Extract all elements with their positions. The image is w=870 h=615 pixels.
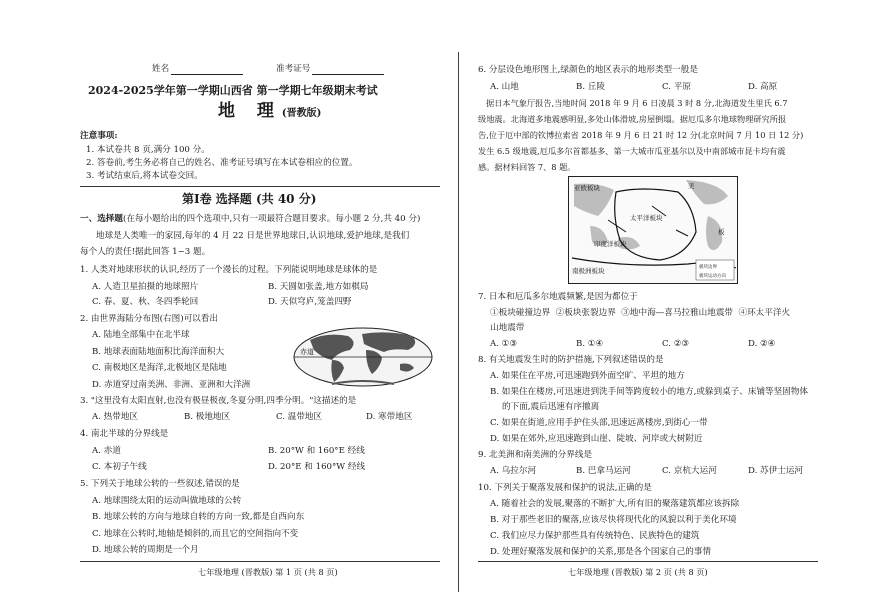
intro-line: 地球是人类唯一的家园,每年的 4 月 22 日是世界地球日,认识地球,爱护地球,是我们 [96, 231, 410, 241]
left-page [80, 0, 440, 615]
option[interactable]: D. 处理好聚落发展和保护的关系,那是各个国家自己的事情 [490, 547, 712, 557]
option[interactable]: A. 陆地全部集中在北半球 [92, 330, 190, 340]
instruction-rest: (在每小题给出的四个选项中,只有一项最符合题目要求。每小题 2 分,共 40 分) [122, 214, 421, 224]
page-footer: 七年级地理 (晋教版) 第 1 页 (共 8 页) [198, 567, 338, 577]
passage-line: 感。据材料回答 7、8 题。 [478, 162, 576, 172]
question-stem: 8. 有关地震发生时的防护措施,下列叙述错误的是 [478, 355, 664, 365]
option[interactable]: A. 随着社会的发展,聚落的不断扩大,所有旧的聚落建筑都应该拆除 [490, 499, 740, 509]
page-divider [458, 52, 459, 592]
statement [490, 308, 790, 319]
option[interactable]: C. 地球在公转时,地轴是倾斜的,而且它的空间指向不变 [92, 529, 299, 539]
option[interactable]: D. 苏伊士运河 [748, 466, 804, 476]
note-item: 1. 本试卷共 8 页,满分 100 分。 [86, 145, 210, 155]
option[interactable]: D. 地球公转的周期是一个月 [92, 545, 199, 555]
option[interactable]: B. 对于那些老旧的聚落,应该尽快将现代化的风貌以利于美化环境 [490, 515, 737, 525]
option[interactable]: A. 如果住在平房,可迅速跑到外面空旷、平坦的地方 [490, 371, 685, 381]
question-stem: 9. 北美洲和南美洲的分界线是 [478, 450, 593, 460]
option[interactable]: D. 20°E 和 160°W 经线 [268, 462, 366, 472]
option[interactable]: B. ①④ [576, 339, 604, 349]
option[interactable]: B. 天圆如张盖,地方如棋局 [268, 282, 369, 292]
option[interactable]: C. 温带地区 [276, 412, 323, 422]
note-item: 3. 考试结束后,将本试卷交回。 [86, 171, 203, 181]
option[interactable]: A. 热带地区 [92, 412, 139, 422]
name-blank[interactable] [171, 65, 243, 75]
passage-line: 发生 6.5 级地震,厄瓜多尔首都基多、第一大城市瓜亚基尔以及中南部城市昆卡均有震 [478, 146, 786, 156]
option[interactable]: A. 赤道 [92, 446, 121, 456]
option[interactable]: A. 地球围绕太阳的运动叫做地球的公转 [92, 496, 242, 506]
option[interactable]: A. 人造卫星拍摄的地球照片 [92, 282, 199, 292]
intro-line: 每个人的责任!据此回答 1~3 题。 [80, 247, 211, 257]
plate-label: 太平洋板块 [630, 214, 663, 222]
option[interactable]: C. 我们应尽力保护那些具有传统特色、民族特色的建筑 [490, 531, 700, 541]
name-label: 姓名 [152, 64, 170, 74]
option[interactable]: D. 如果在郊外,应迅速跑到山崖、陡坡、河岸或大树附近 [490, 434, 703, 444]
option[interactable]: C. 春、夏、秋、冬四季轮回 [92, 297, 199, 307]
option[interactable]: C. 如果在街道,应用手护住头部,迅速远离楼房,到街心一带 [490, 418, 708, 428]
page-footer: 七年级地理 (晋教版) 第 2 页 (共 8 页) [568, 567, 708, 577]
part1-instruction [80, 214, 420, 225]
subject-title [218, 101, 321, 122]
notes-heading: 注意事项: [80, 131, 118, 141]
option[interactable]: C. 京杭大运河 [662, 466, 717, 476]
option[interactable]: D. 天似穹庐,笼盖四野 [268, 297, 352, 307]
statement-item: ②板块张裂边界 [555, 308, 616, 318]
world-map-figure [292, 326, 434, 388]
statement-item: ③地中海—喜马拉雅山地震带 [621, 308, 734, 318]
option[interactable]: B. 地球表面陆地面积比海洋面积大 [92, 347, 225, 357]
subject-name: 地 理 [218, 101, 282, 121]
plate-label: 美 [688, 182, 695, 190]
note-item: 2. 答卷前,考生务必将自己的姓名、准考证号填写在本试卷相应的位置。 [86, 158, 358, 168]
question-stem: 7. 日本和厄瓜多尔地震频繁,是因为都位于 [478, 292, 638, 302]
edition-label: (晋教版) [281, 108, 322, 119]
option[interactable]: A. 乌拉尔河 [490, 466, 537, 476]
statement-cont: 山地震带 [490, 323, 525, 333]
option[interactable]: A. ①③ [490, 339, 518, 349]
ticket-field [276, 64, 384, 75]
equator-label: 赤道 [300, 348, 314, 356]
option-cont: 的下面,震后迅速有序撤离 [502, 402, 600, 412]
option[interactable]: B. 巴拿马运河 [576, 466, 631, 476]
legend-item: 板块边界 [699, 265, 717, 270]
option[interactable]: B. 极地地区 [184, 412, 231, 422]
statement-item: ①板块碰撞边界 [490, 308, 551, 318]
ticket-blank[interactable] [312, 65, 384, 75]
option[interactable]: D. 寒带地区 [366, 412, 413, 422]
option[interactable]: C. 平原 [662, 82, 691, 92]
option[interactable]: C. ②③ [662, 339, 690, 349]
right-page [478, 0, 818, 615]
instruction-lead: 一、选择题 [80, 214, 123, 224]
footer-rule [80, 561, 440, 562]
plate-label: 亚欧板块 [574, 184, 600, 192]
option[interactable]: B. 20°W 和 160°E 经线 [268, 446, 365, 456]
question-stem: 10. 下列关于聚落发展和保护的说法,正确的是 [478, 483, 652, 493]
part1-title: 第Ⅰ卷 选择题 (共 40 分) [182, 192, 317, 206]
statement-item: ④环太平洋火 [738, 308, 791, 318]
option[interactable]: C. 南极地区是海洋,北极地区是陆地 [92, 363, 227, 373]
question-stem: 3. "这里没有太阳直射,也没有极昼极夜,冬夏分明,四季分明。"这描述的是 [80, 396, 357, 406]
exam-title: 2024-2025学年第一学期山西省 第一学期七年级期末考试 [88, 84, 378, 97]
option[interactable]: B. 如果住在楼房,可迅速进到洗手间等跨度较小的地方,或躲到桌子、床铺等坚固物体 [490, 387, 809, 397]
option[interactable]: C. 本初子午线 [92, 462, 147, 472]
name-field [152, 64, 243, 75]
divider-rule [80, 186, 440, 187]
option[interactable]: B. 丘陵 [576, 82, 605, 92]
question-stem: 2. 由世界海陆分布图(右图)可以看出 [80, 314, 218, 324]
plate-label: 印度洋板块 [594, 240, 627, 248]
legend-item: 板块运动方向 [699, 274, 726, 279]
option[interactable]: B. 地球公转的方向与地球自转的方向一致,都是自西向东 [92, 512, 305, 522]
question-stem: 6. 分层设色地形图上,绿颜色的地区表示的地形类型一般是 [478, 65, 698, 75]
question-stem: 5. 下列关于地球公转的一些叙述,错误的是 [80, 479, 240, 489]
plate-map-figure [568, 176, 738, 284]
question-stem: 1. 人类对地球形状的认识,经历了一个漫长的过程。下列能说明地球是球体的是 [80, 265, 378, 275]
option[interactable]: D. 高原 [748, 82, 778, 92]
option[interactable]: D. 赤道穿过南美洲、非洲、亚洲和大洋洲 [92, 380, 251, 390]
plate-label: 板 [718, 228, 725, 236]
passage-line: 告,位于厄中部的钦博拉索省 2018 年 9 月 6 日 21 时 12 分(北京时间 7 月 10 日 12 分) [478, 130, 804, 140]
option[interactable]: A. 山地 [490, 82, 519, 92]
option[interactable]: D. ②④ [748, 339, 776, 349]
passage-line: 据日本气象厅报告,当地时间 2018 年 9 月 6 日凌晨 3 时 8 分,北海道发生里氏 6.7 [486, 98, 788, 108]
question-stem: 4. 南北半球的分界线是 [80, 429, 169, 439]
footer-rule [478, 561, 818, 562]
ticket-label: 准考证号 [276, 64, 311, 74]
passage-line: 级地震。北海道多地震感明显,多处山体滑坡,房屋倒塌。据厄瓜多尔地球物理研究所报 [478, 114, 787, 124]
plate-label: 南极洲板块 [572, 267, 605, 275]
